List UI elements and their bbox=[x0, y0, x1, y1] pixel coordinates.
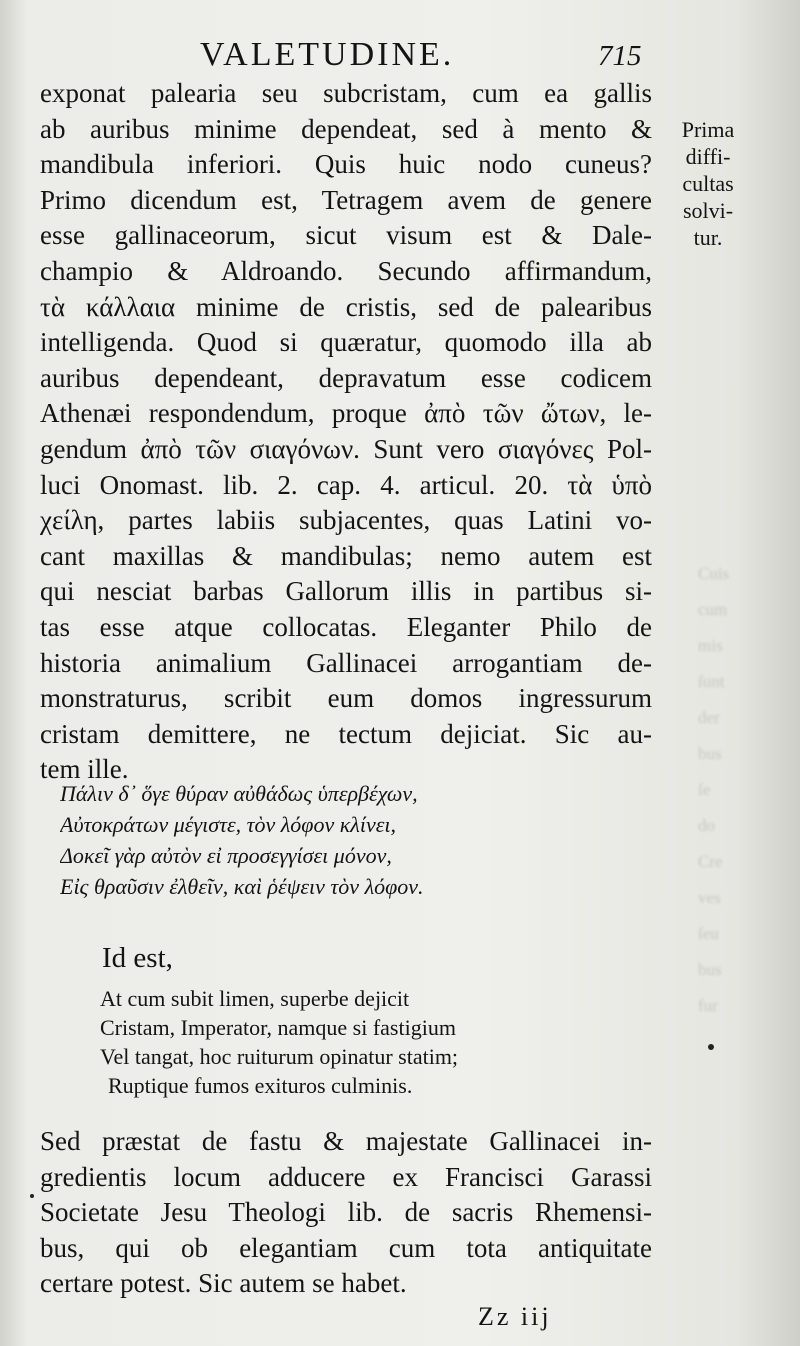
text-line: Athenæi respondendum, proque ἀπὸ τῶν ὤτων, le- bbox=[40, 398, 652, 429]
paragraph-main bbox=[40, 76, 652, 788]
margin-note-line: Prima bbox=[681, 117, 735, 142]
verse-line: Ruptique fumos exituros culminis. bbox=[108, 1073, 413, 1098]
text-line: luci Onomast. lib. 2. cap. 4. articul. 20. τὰ ὑπὸ bbox=[40, 469, 652, 500]
text-line: bus, qui ob elegantiam cum tota antiquitate bbox=[40, 1232, 652, 1263]
margin-note-line: solvi- bbox=[682, 198, 734, 223]
margin-note-line: cultas bbox=[682, 171, 734, 196]
running-head: VALETUDINE. bbox=[200, 36, 455, 73]
signature-mark: Zz iij bbox=[478, 1302, 552, 1331]
verse-line: Vel tangat, hoc ruiturum opinatur statim; bbox=[100, 1044, 459, 1069]
id-est-label: Id est, bbox=[102, 942, 173, 974]
text-line: gredientis locum adducere ex Francisci Garassi bbox=[40, 1161, 652, 1192]
verse-line: Cristam, Imperator, namque si fastigium bbox=[100, 1015, 456, 1040]
text-line: historia animalium Gallinacei arrogantiam de- bbox=[40, 647, 652, 678]
text-line: esse gallinaceorum, sicut visum est & Dale- bbox=[40, 220, 652, 251]
page-number: 715 bbox=[598, 40, 642, 72]
ink-speck bbox=[30, 1194, 34, 1198]
page-header bbox=[0, 36, 800, 76]
margin-note bbox=[658, 116, 758, 251]
verse-line: Εἰς θραῦσιν ἐλθεῖν, καὶ ῥέψειν τὸν λόφον. bbox=[60, 874, 424, 899]
verse-line: Πάλιν δ᾽ ὅγε θύραν αὐθάδως ὑπερβέχων, bbox=[60, 781, 418, 806]
verse-line: At cum subit limen, superbe dejicit bbox=[100, 986, 410, 1011]
margin-note-line: tur. bbox=[693, 225, 723, 250]
text-line: χείλη, partes labiis subjacentes, quas Latini vo- bbox=[40, 505, 652, 536]
latin-verse bbox=[100, 984, 580, 1100]
text-line: mandibula inferiori. Quis huic nodo cuneus? bbox=[40, 149, 652, 180]
text-line: tas esse atque collocatas. Eleganter Philo de bbox=[40, 611, 652, 642]
text-line: certare potest. Sic autem se habet. bbox=[40, 1268, 407, 1299]
text-line: τὰ κάλλαια minime de cristis, sed de palearibus bbox=[40, 291, 652, 322]
text-line: Primo dicendum est, Tetragem avem de genere bbox=[40, 184, 652, 215]
text-line: tem ille. bbox=[40, 754, 129, 785]
verse-line: Δοκεῖ γὰρ αὐτὸν εἰ προσεγγίσει μόνον, bbox=[60, 843, 392, 868]
text-line: monstraturus, scribit eum domos ingressurum bbox=[40, 683, 652, 714]
text-line: Sed præstat de fastu & majestate Gallinacei in- bbox=[40, 1126, 652, 1156]
greek-verse bbox=[60, 778, 640, 902]
text-line: qui nesciat barbas Gallorum illis in partibus si- bbox=[40, 576, 652, 607]
paragraph-final bbox=[40, 1124, 652, 1302]
text-line: cant maxillas & mandibulas; nemo autem est bbox=[40, 540, 652, 571]
ink-speck bbox=[708, 1044, 714, 1050]
text-line: Societate Jesu Theologi lib. de sacris Rhemensi- bbox=[40, 1197, 652, 1228]
text-line: intelligenda. Quod si quæratur, quomodo illa ab bbox=[40, 327, 652, 358]
text-line: auribus dependeant, depravatum esse codicem bbox=[40, 362, 652, 393]
text-line: cristam demittere, ne tectum dejiciat. Sic au- bbox=[40, 718, 652, 749]
text-line: ab auribus minime dependeat, sed à mento & bbox=[40, 113, 652, 144]
text-line: champio & Aldroando. Secundo affirmandum, bbox=[40, 255, 652, 286]
margin-note-line: diffi- bbox=[685, 144, 731, 169]
text-line: exponat palearia seu subcristam, cum ea gallis bbox=[40, 78, 652, 108]
show-through-text: Cuis cum mis ſunt der bus ſe do Cre ves ſeu bus fur bbox=[698, 564, 730, 1015]
verse-line: Αὐτοκράτων μέγιστε, τὸν λόφον κλίνει, bbox=[60, 812, 396, 837]
text-line: gendum ἀπὸ τῶν σιαγόνων. Sunt vero σιαγόνες Pol- bbox=[40, 433, 652, 464]
